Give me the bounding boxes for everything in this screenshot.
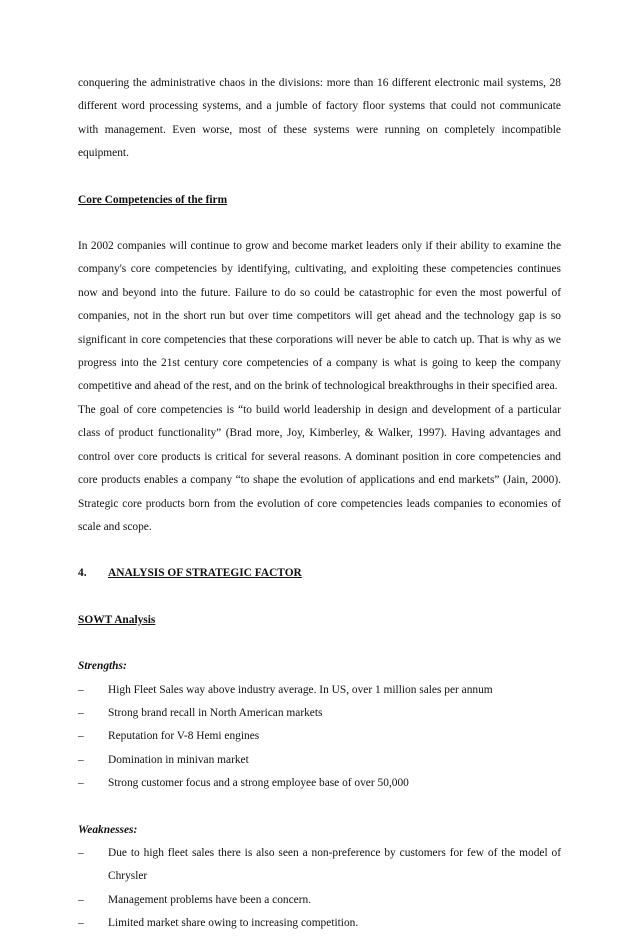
dash-bullet: – (78, 753, 84, 766)
sowt-analysis-heading: SOWT Analysis (78, 613, 156, 626)
spacer (78, 586, 561, 609)
list-item-text: High Fleet Sales way above industry average. In US, over 1 million sales per annum (108, 683, 493, 696)
list-item-text: Due to high fleet sales there is also seen a non-preference by customers for few of the model of Chrysler (108, 846, 561, 883)
dash-bullet: – (78, 683, 84, 696)
list-item (78, 889, 561, 912)
list-item (78, 702, 561, 725)
dash-bullet: – (78, 917, 84, 930)
strengths-label: Strengths: (78, 660, 127, 673)
list-item (78, 725, 561, 748)
spacer (78, 212, 561, 235)
list-item (78, 912, 561, 935)
dash-bullet: – (78, 730, 84, 743)
list-item-text: Limited market share owing to increasing competition. (108, 917, 359, 930)
section-title: ANALYSIS OF STRATEGIC FACTOR (108, 567, 302, 580)
section-heading (78, 562, 561, 585)
spacer (78, 166, 561, 189)
list-item-text: Reputation for V-8 Hemi engines (108, 730, 260, 743)
core-competencies-paragraph-1: In 2002 companies will continue to grow and become market leaders only if their ability to examine the company's core competencies by identifying, cultivating, and exploiting these competencies continues now and beyond into the future. Failure to do so could be catastrophic for even the most powerful of companies, not in the short run but over time competitors will get ahead and the technology gap is so significant in core competencies that these corporations will never be able to catch up. That is why as we progress into the 21st century core competencies of a company is what is going to keep the company competitive and ahead of the rest, and on the brink of technological breakthroughs in their specified area. (78, 240, 561, 393)
list-item (78, 772, 561, 795)
weaknesses-list (78, 842, 561, 936)
list-item-text: Strong brand recall in North American markets (108, 706, 323, 719)
spacer (78, 796, 561, 819)
dash-bullet: – (78, 893, 84, 906)
strengths-list (78, 679, 561, 796)
core-competencies-heading: Core Competencies of the firm (78, 193, 228, 206)
list-item-text: Management problems have been a concern. (108, 893, 312, 906)
document-page (78, 72, 561, 936)
dash-bullet: – (78, 777, 84, 790)
spacer (78, 539, 561, 562)
list-item (78, 679, 561, 702)
list-item (78, 749, 561, 772)
list-item-text: Domination in minivan market (108, 753, 249, 766)
intro-paragraph: conquering the administrative chaos in the divisions: more than 16 different electronic mail systems, 28 different word processing systems, and a jumble of factory floor systems that could not communicate with management. Even worse, most of these systems were running on completely incompatible equipment. (78, 77, 561, 160)
list-item (78, 842, 561, 889)
dash-bullet: – (78, 846, 84, 859)
spacer (78, 632, 561, 655)
weaknesses-label: Weaknesses: (78, 823, 138, 836)
dash-bullet: – (78, 706, 84, 719)
core-competencies-paragraph-2: The goal of core competencies is “to build world leadership in design and development of a particular class of product functionality” (Brad more, Joy, Kimberley, & Walker, 1997). Having advantages and control over core products is critical for several reasons. A dominant position in core competencies and core products enables a company “to shape the evolution of applications and end markets” (Jain, 2000). Strategic core products born from the evolution of core competencies leads companies to economies of scale and scope. (78, 403, 561, 533)
section-number: 4. (78, 567, 87, 580)
list-item-text: Strong customer focus and a strong employee base of over 50,000 (108, 777, 409, 790)
